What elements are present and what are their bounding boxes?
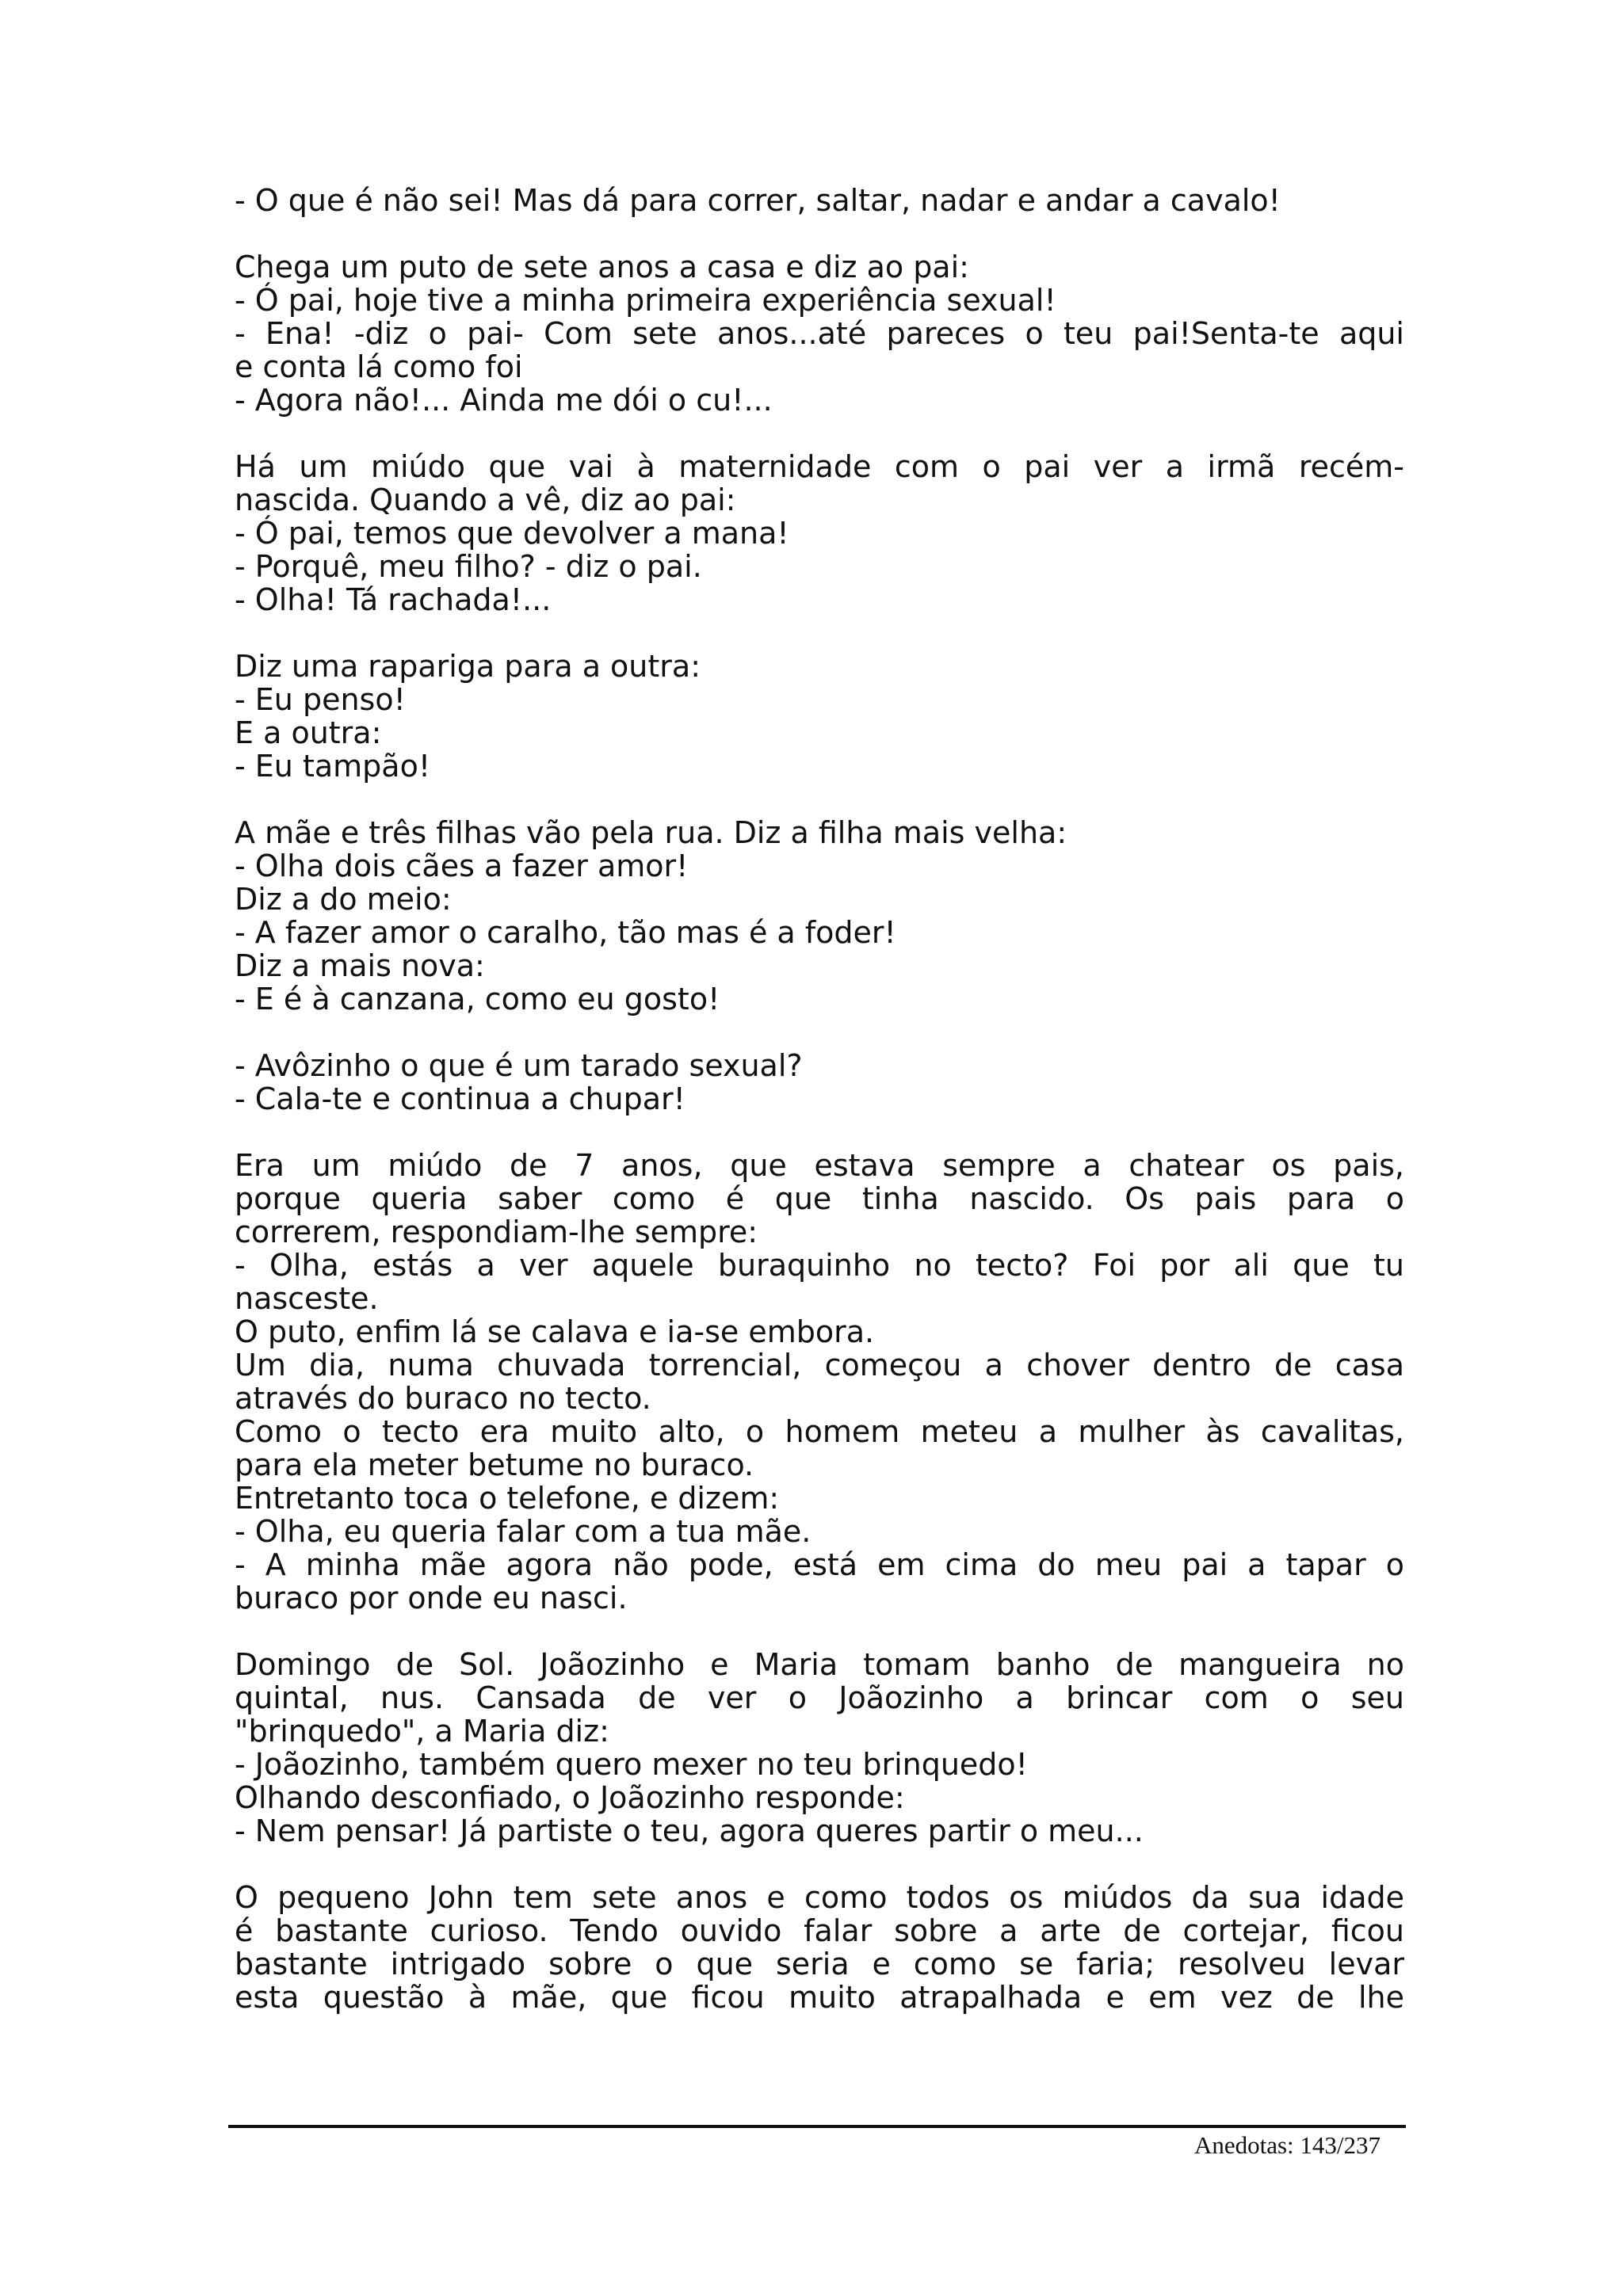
paragraph <box>235 1149 1404 1615</box>
text-line: - Ena! -diz o pai- Com sete anos...até pareces o teu pai!Senta-te aqui <box>235 316 1404 351</box>
paragraph <box>235 1881 1404 2014</box>
text-line: Entretanto toca o telefone, e dizem: <box>235 1481 780 1516</box>
paragraph <box>235 1648 1404 1848</box>
text-line: - Ó pai, hoje tive a minha primeira experiência sexual! <box>235 283 1056 318</box>
text-line: - Eu tampão! <box>235 749 431 784</box>
text-line: correrem, respondiam-lhe sempre: <box>235 1215 758 1249</box>
document-body <box>235 184 1404 2047</box>
text-line: - E é à canzana, como eu gosto! <box>235 982 720 1016</box>
text-line: Como o tecto era muito alto, o homem meteu a mulher às cavalitas, <box>235 1414 1404 1449</box>
text-line: "brinquedo", a Maria diz: <box>235 1714 609 1749</box>
paragraph <box>235 184 1404 217</box>
text-line: - Olha, eu queria falar com a tua mãe. <box>235 1514 812 1549</box>
text-line: - Cala-te e continua a chupar! <box>235 1081 685 1116</box>
text-line: porque queria saber como é que tinha nascido. Os pais para o <box>235 1181 1404 1216</box>
text-line: nasceste. <box>235 1281 379 1316</box>
page-number: Anedotas: 143/237 <box>1193 2131 1381 2159</box>
text-line: Diz a do meio: <box>235 882 452 917</box>
text-line: - Avôzinho o que é um tarado sexual? <box>235 1048 803 1083</box>
text-line: Era um miúdo de 7 anos, que estava sempre a chatear os pais, <box>235 1148 1404 1183</box>
text-line: - Olha! Tá rachada!... <box>235 582 552 617</box>
text-line: - A fazer amor o caralho, tão mas é a foder! <box>235 915 896 950</box>
text-line: Um dia, numa chuvada torrencial, começou a chover dentro de casa <box>235 1348 1404 1383</box>
text-line: quintal, nus. Cansada de ver o Joãozinho a brincar com o seu <box>235 1680 1404 1715</box>
text-line: - Joãozinho, também quero mexer no teu brinquedo! <box>235 1747 1028 1782</box>
text-line: Diz a mais nova: <box>235 948 485 983</box>
text-line: Diz uma rapariga para a outra: <box>235 649 701 684</box>
paragraph <box>235 650 1404 783</box>
text-line: - Ó pai, temos que devolver a mana! <box>235 516 789 551</box>
text-line: e conta lá como foi <box>235 349 523 384</box>
text-line: bastante intrigado sobre o que seria e como se faria; resolveu levar <box>235 1947 1404 1981</box>
text-line: através do buraco no tecto. <box>235 1381 651 1416</box>
text-line: - A minha mãe agora não pode, está em cima do meu pai a tapar o <box>235 1547 1404 1582</box>
paragraph <box>235 250 1404 417</box>
text-line: - Olha dois cães a fazer amor! <box>235 849 689 883</box>
text-line: - Eu penso! <box>235 682 406 717</box>
text-line: O pequeno John tem sete anos e como todos os miúdos da sua idade <box>235 1880 1404 1915</box>
text-line: Domingo de Sol. Joãozinho e Maria tomam banho de mangueira no <box>235 1647 1404 1682</box>
text-line: O puto, enfim lá se calava e ia-se embora. <box>235 1314 875 1349</box>
text-line: E a outra: <box>235 715 382 750</box>
text-line: A mãe e três filhas vão pela rua. Diz a filha mais velha: <box>235 815 1067 850</box>
text-line: nascida. Quando a vê, diz ao pai: <box>235 482 736 517</box>
text-line: Olhando desconfiado, o Joãozinho responde: <box>235 1780 905 1815</box>
paragraph <box>235 816 1404 1016</box>
text-line: para ela meter betume no buraco. <box>235 1447 754 1482</box>
text-line: é bastante curioso. Tendo ouvido falar sobre a arte de cortejar, ficou <box>235 1913 1404 1948</box>
text-line: - Agora não!... Ainda me dói o cu!... <box>235 383 773 418</box>
text-line: Há um miúdo que vai à maternidade com o pai ver a irmã recém- <box>235 449 1404 484</box>
text-line: - Olha, estás a ver aquele buraquinho no tecto? Foi por ali que tu <box>235 1248 1404 1283</box>
text-line: esta questão à mãe, que ficou muito atrapalhada e em vez de lhe <box>235 1980 1404 2015</box>
footer-rule <box>228 2125 1406 2128</box>
text-line: Chega um puto de sete anos a casa e diz ao pai: <box>235 250 969 284</box>
text-line: buraco por onde eu nasci. <box>235 1581 628 1615</box>
text-line: - Porquê, meu filho? - diz o pai. <box>235 549 702 584</box>
text-line: - O que é não sei! Mas dá para correr, saltar, nadar e andar a cavalo! <box>235 183 1281 218</box>
paragraph <box>235 450 1404 616</box>
text-line: - Nem pensar! Já partiste o teu, agora queres partir o meu... <box>235 1814 1144 1848</box>
paragraph <box>235 1049 1404 1116</box>
